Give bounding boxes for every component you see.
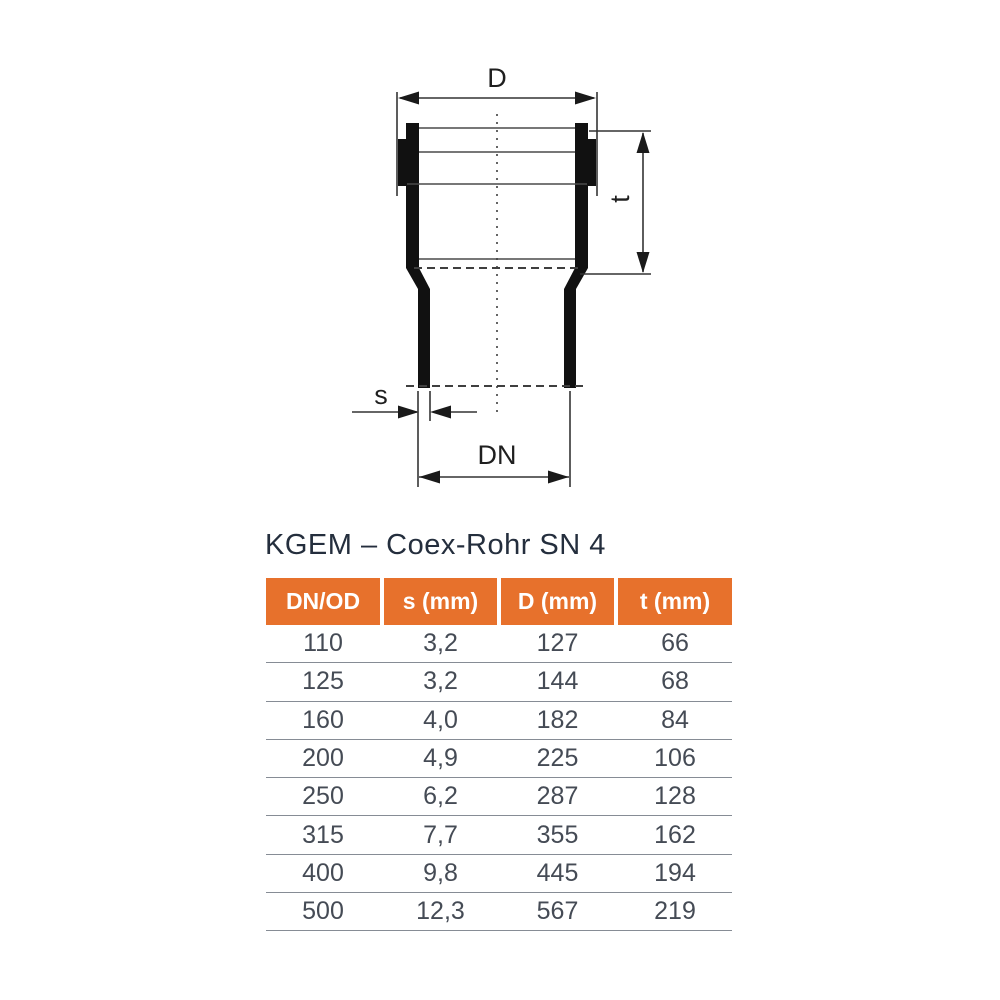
table-cell: 200 <box>302 744 344 773</box>
label-nominal-diameter: DN <box>477 440 517 470</box>
table-cell: 144 <box>536 667 579 696</box>
page-title: KGEM – Coex-Rohr SN 4 <box>265 529 606 561</box>
arrow-down-icon <box>637 252 650 273</box>
dimension-table <box>266 578 732 931</box>
table-cell: 567 <box>536 897 579 926</box>
table-cell: 162 <box>654 820 696 849</box>
table-cell: 4,9 <box>423 744 458 773</box>
dimension-s <box>352 406 477 419</box>
table-cell: 500 <box>302 897 344 926</box>
column-header-t: t (mm) <box>618 578 732 625</box>
dimension-D <box>397 92 597 197</box>
arrow-right-icon <box>548 471 569 484</box>
arrow-left-icon <box>398 92 419 105</box>
table-row <box>266 740 732 778</box>
table-cell: 355 <box>536 820 579 849</box>
hidden-lines <box>406 114 588 412</box>
table-cell: 66 <box>661 629 689 658</box>
table-row <box>266 893 732 931</box>
column-header-d: D (mm) <box>501 578 614 625</box>
table-row <box>266 778 732 816</box>
table-cell: 128 <box>654 782 696 811</box>
table-row <box>266 855 732 893</box>
arrow-left-icon <box>419 471 440 484</box>
table-row <box>266 663 732 701</box>
table-cell: 127 <box>536 629 579 658</box>
arrow-up-icon <box>637 132 650 153</box>
column-header-s: s (mm) <box>384 578 497 625</box>
table-row <box>266 816 732 854</box>
table-cell: 287 <box>536 782 579 811</box>
table-cell: 182 <box>536 705 579 734</box>
table-cell: 7,7 <box>423 820 458 849</box>
table-cell: 106 <box>654 744 696 773</box>
arrow-right-icon <box>575 92 596 105</box>
pipe-wall-left <box>398 123 430 388</box>
table-cell: 160 <box>302 705 344 734</box>
table-cell: 4,0 <box>423 705 458 734</box>
table-row <box>266 625 732 663</box>
table-cell: 84 <box>661 705 689 734</box>
table-cell: 9,8 <box>423 858 458 887</box>
table-cell: 445 <box>536 858 579 887</box>
table-header-row <box>266 578 732 625</box>
table-cell: 219 <box>654 897 696 926</box>
label-socket-depth: t <box>605 195 635 203</box>
table-cell: 12,3 <box>416 897 465 926</box>
column-header-dn-od: DN/OD <box>266 578 380 625</box>
table-cell: 125 <box>302 667 344 696</box>
label-wall-thickness: s <box>374 380 388 410</box>
table-cell: 194 <box>654 858 696 887</box>
arrow-right-icon <box>398 406 419 419</box>
table-cell: 225 <box>536 744 579 773</box>
table-cell: 68 <box>661 667 689 696</box>
table-body <box>266 625 732 931</box>
table-cell: 250 <box>302 782 344 811</box>
table-cell: 110 <box>303 629 343 658</box>
table-cell: 6,2 <box>423 782 458 811</box>
table-cell: 400 <box>302 858 344 887</box>
arrow-left-icon <box>430 406 451 419</box>
table-cell: 3,2 <box>423 629 458 658</box>
dimension-DN <box>418 391 570 487</box>
table-cell: 3,2 <box>423 667 458 696</box>
pipe-wall-right <box>564 123 596 388</box>
label-outer-diameter: D <box>487 63 507 93</box>
table-cell: 315 <box>302 820 344 849</box>
table-row <box>266 702 732 740</box>
